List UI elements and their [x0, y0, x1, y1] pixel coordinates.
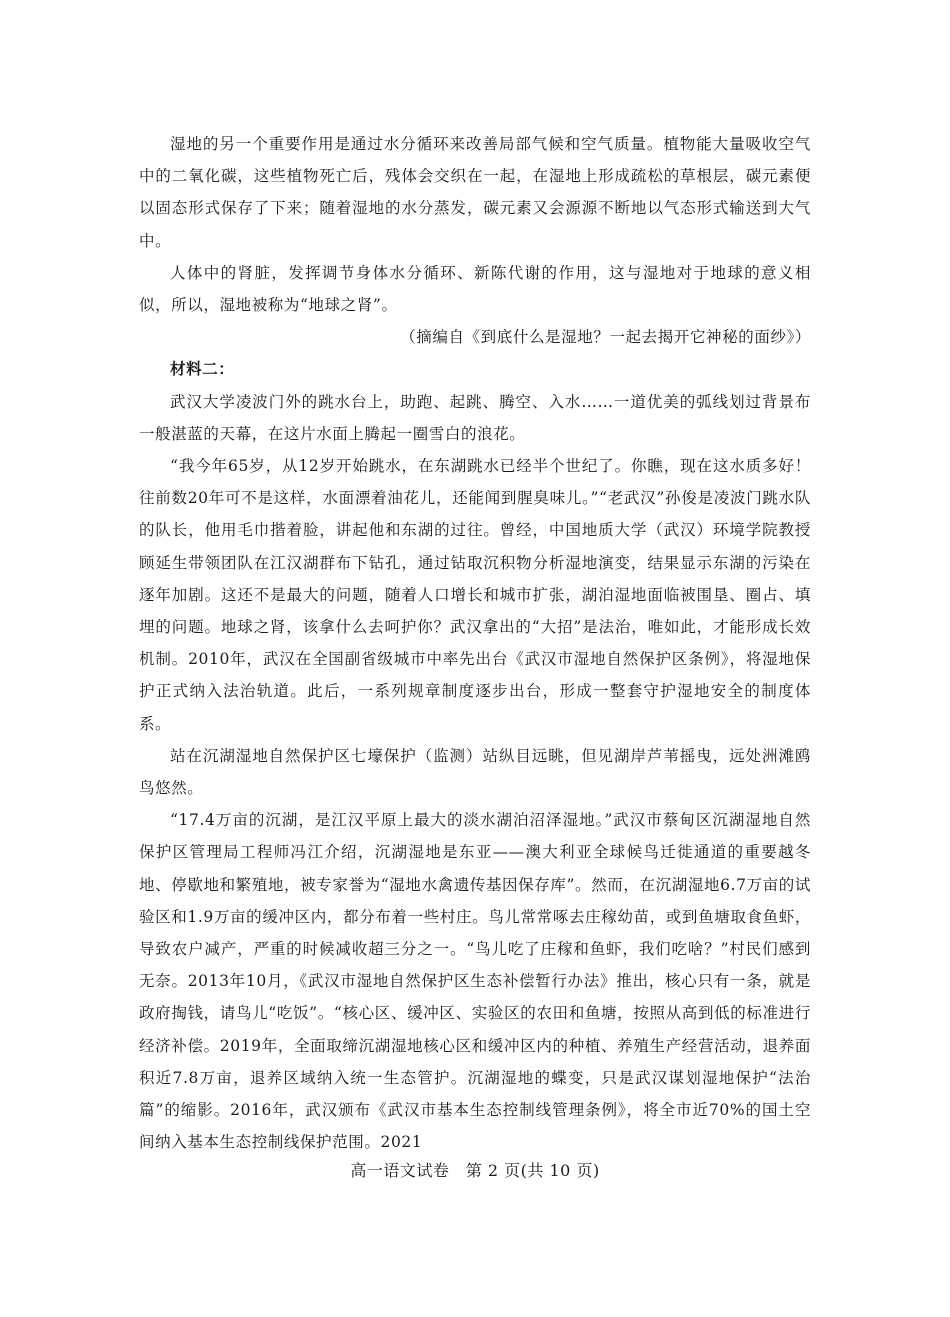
material-two-heading: 材料二： — [170, 359, 235, 379]
paragraph-chenhu-wetland: “17.4万亩的沉湖，是江汉平原上最大的淡水湖泊沼泽湿地。”武汉市蔡甸区沉湖湿地自然保护区管理局工程师冯江介绍，沉湖湿地是东亚——澳大利亚全球候鸟迁徙通道的重要越冬地、停歇地和繁殖地，被专家誉为“湿地水禽遗传基因保存库”。然而，在沉湖湿地6.7万亩的试验区和1.9万亩的缓冲区内，都分布着一些村庄。鸟儿常常啄去庄稼幼苗，或到鱼塘取食鱼虾，导致农户减产，严重的时候减收超三分之一。“鸟儿吃了庄稼和鱼虾，我们吃啥？”村民们感到无奈。2013年10月，《武汉市湿地自然保护区生态补偿暂行办法》推出，核心只有一条，就是政府掏钱，请鸟儿“吃饭”。“核心区、缓冲区、实验区的农田和鱼塘，按照从高到低的标准进行经济补偿。2019年，全面取缔沉湖湿地核心区和缓冲区内的种植、养殖生产经营活动，退养面积近7.8万亩，退养区域纳入统一生态管护。沉湖湿地的蝶变，只是武汉谋划湿地保护“法治篇”的缩影。2016年，武汉颁布《武汉市基本生态控制线管理条例》，将全市近70%的国土空间纳入基本生态控制线保护范围。2021 — [139, 811, 811, 1152]
paragraph-east-lake: “我今年65岁，从12岁开始跳水，在东湖跳水已经半个世纪了。你瞧，现在这水质多好！往前数20年可不是这样，水面漂着油花儿，还能闻到腥臭味儿。”“老武汉”孙俊是凌波门跳水队的队长，他用毛巾揩着脸，讲起他和东湖的过往。曾经，中国地质大学（武汉）环境学院教授顾延生带领团队在江汉湖群布下钻孔，通过钻取沉积物分析湿地演变，结果显示东湖的污染在逐年加剧。这还不是最大的问题，随着人口增长和城市扩张，湖泊湿地面临被围垦、圈占、填埋的问题。地球之肾，该拿什么去呵护你？武汉拿出的“大招”是法治，唯如此，才能形成长效机制。2010年，武汉在全国副省级城市中率先出台《武汉市湿地自然保护区条例》，将湿地保护正式纳入法治轨道。此后，一系列规章制度逐步出台，形成一整套守护湿地安全的制度体系。 — [139, 457, 811, 733]
paragraph-carbon-cycle: 湿地的另一个重要作用是通过水分循环来改善局部气候和空气质量。植物能大量吸收空气中的二氧化碳，这些植物死亡后，残体会交织在一起，在湿地上形成疏松的草根层，碳元素便以固态形式保存了下来；随着湿地的水分蒸发，碳元素又会源源不断地以气态形式输送到大气中。 — [139, 135, 811, 250]
source-citation: （摘编自《到底什么是湿地？一起去揭开它神秘的面纱》） — [400, 328, 811, 347]
page-footer: 高一语文试卷 第 2 页(共 10 页) — [350, 1161, 600, 1180]
paragraph-kidney-analogy: 人体中的肾脏，发挥调节身体水分循环、新陈代谢的作用，这与湿地对于地球的意义相似，所以，湿地被称为“地球之肾”。 — [139, 263, 811, 315]
paragraph-diving-platform: 武汉大学凌波门外的跳水台上，助跑、起跳、腾空、入水……一道优美的弧线划过背景布一般湛蓝的天幕，在这片水面上腾起一圈雪白的浪花。 — [139, 392, 811, 443]
paragraph-chenhu-view: 站在沉湖湿地自然保护区七壕保护（监测）站纵目远眺，但见湖岸芦苇摇曳，远处洲滩鸥鸟悠然。 — [139, 746, 811, 798]
document-body — [139, 128, 811, 1159]
